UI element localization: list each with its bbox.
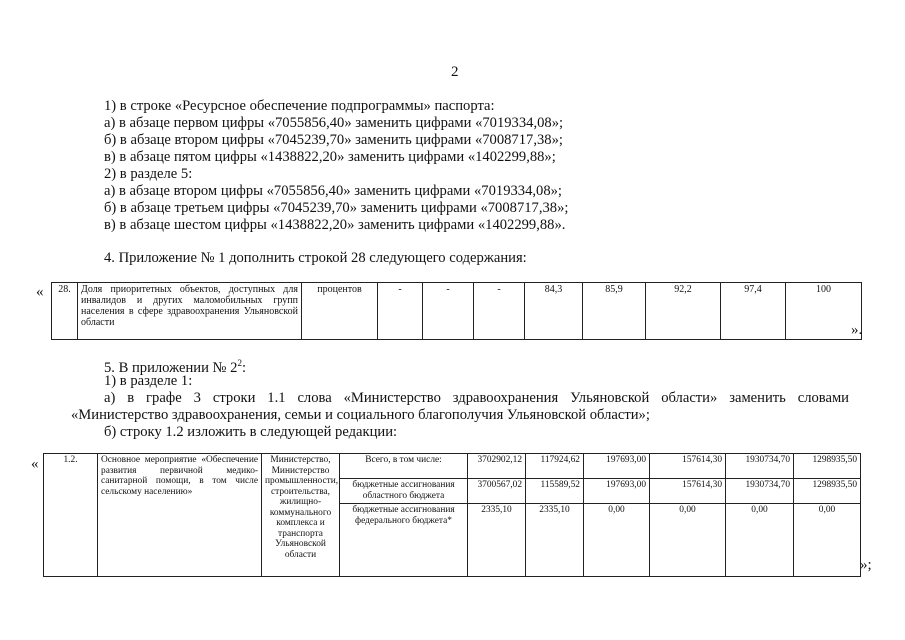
value-cell: 0,00 — [650, 504, 726, 577]
indicator-table — [51, 282, 862, 340]
paragraph: а) в графе 3 строки 1.1 слова «Министерство здравоохранения Ульяновской области» заменить словами «Министерство здравоохранения, семьи и социального благополучия Ульяновской области»; — [71, 390, 849, 423]
paragraph: а) в абзаце первом цифры «7055856,40» заменить цифрами «7019334,08»; — [104, 115, 564, 131]
paragraph: б) в абзаце втором цифры «7045239,70» заменить цифрами «7008717,38»; — [104, 132, 563, 148]
measures-table — [43, 453, 861, 577]
measure-cell: Основное мероприятие «Обеспечение развития первичной медико-санитарной помощи, в том числе сельскому населению» — [98, 454, 262, 577]
paragraph: в) в абзаце пятом цифры «1438822,20» заменить цифрами «1402299,88»; — [104, 149, 556, 165]
table-row — [52, 283, 862, 340]
indicator-name: Доля приоритетных объектов, доступных для инвалидов и других маломобильных групп населения в сфере здравоохранения Ульяновской области — [78, 283, 302, 340]
value-cell: - — [378, 283, 423, 340]
paragraph: а) в абзаце втором цифры «7055856,40» заменить цифрами «7019334,08»; — [104, 183, 562, 199]
value-cell: 97,4 — [721, 283, 786, 340]
close-quote: »; — [860, 557, 872, 573]
value-cell: 1930734,70 — [726, 454, 794, 479]
value-cell: - — [474, 283, 525, 340]
page-number: 2 — [451, 64, 459, 80]
item5-sup: 2 — [237, 358, 242, 368]
open-quote: « — [31, 456, 39, 472]
row-number: 28. — [52, 283, 78, 340]
value-cell: 3700567,02 — [468, 479, 526, 504]
value-cell: 1298935,50 — [794, 479, 861, 504]
value-cell: 157614,30 — [650, 479, 726, 504]
value-cell: 84,3 — [525, 283, 583, 340]
value-cell: 92,2 — [646, 283, 721, 340]
row-number: 1.2. — [44, 454, 98, 577]
paragraph: 2) в разделе 5: — [104, 166, 193, 182]
value-cell: 0,00 — [726, 504, 794, 577]
value-cell: 100 — [786, 283, 862, 340]
close-quote: ». — [851, 322, 863, 338]
value-cell: 117924,62 — [526, 454, 584, 479]
paragraph: б) строку 1.2 изложить в следующей редакции: — [104, 424, 398, 440]
paragraph: б) в абзаце третьем цифры «7045239,70» заменить цифрами «7008717,38»; — [104, 200, 569, 216]
value-cell: 1930734,70 — [726, 479, 794, 504]
value-cell: 157614,30 — [650, 454, 726, 479]
value-cell: 0,00 — [584, 504, 650, 577]
value-cell: 1298935,50 — [794, 454, 861, 479]
table-row — [44, 454, 861, 479]
open-quote: « — [36, 284, 44, 300]
value-cell: 85,9 — [583, 283, 646, 340]
item4-heading: 4. Приложение № 1 дополнить строкой 28 следующего содержания: — [104, 250, 527, 266]
value-cell: 197693,00 — [584, 479, 650, 504]
value-cell: 2335,10 — [468, 504, 526, 577]
item5-text: 5. В приложении № 2 — [104, 359, 238, 376]
executors-cell: Министерство, Министерство промышленности, строительства, жилищно-коммунального комплекса и транспорта Ульяновской области — [262, 454, 340, 577]
funding-label: бюджетные ассигнования федерального бюджета* — [340, 504, 468, 577]
value-cell: 0,00 — [794, 504, 861, 577]
paragraph: 1) в разделе 1: — [104, 373, 193, 389]
value-cell: 2335,10 — [526, 504, 584, 577]
paragraph: 1) в строке «Ресурсное обеспечение подпрограммы» паспорта: — [104, 98, 495, 114]
value-cell: 115589,52 — [526, 479, 584, 504]
value-cell: 3702902,12 — [468, 454, 526, 479]
value-cell: - — [423, 283, 474, 340]
value-cell: 197693,00 — [584, 454, 650, 479]
funding-label: Всего, в том числе: — [340, 454, 468, 479]
paragraph: в) в абзаце шестом цифры «1438822,20» заменить цифрами «1402299,88». — [104, 217, 566, 233]
funding-label: бюджетные ассигнования областного бюджета — [340, 479, 468, 504]
unit-cell: процентов — [302, 283, 378, 340]
item5-suffix: : — [241, 359, 246, 376]
